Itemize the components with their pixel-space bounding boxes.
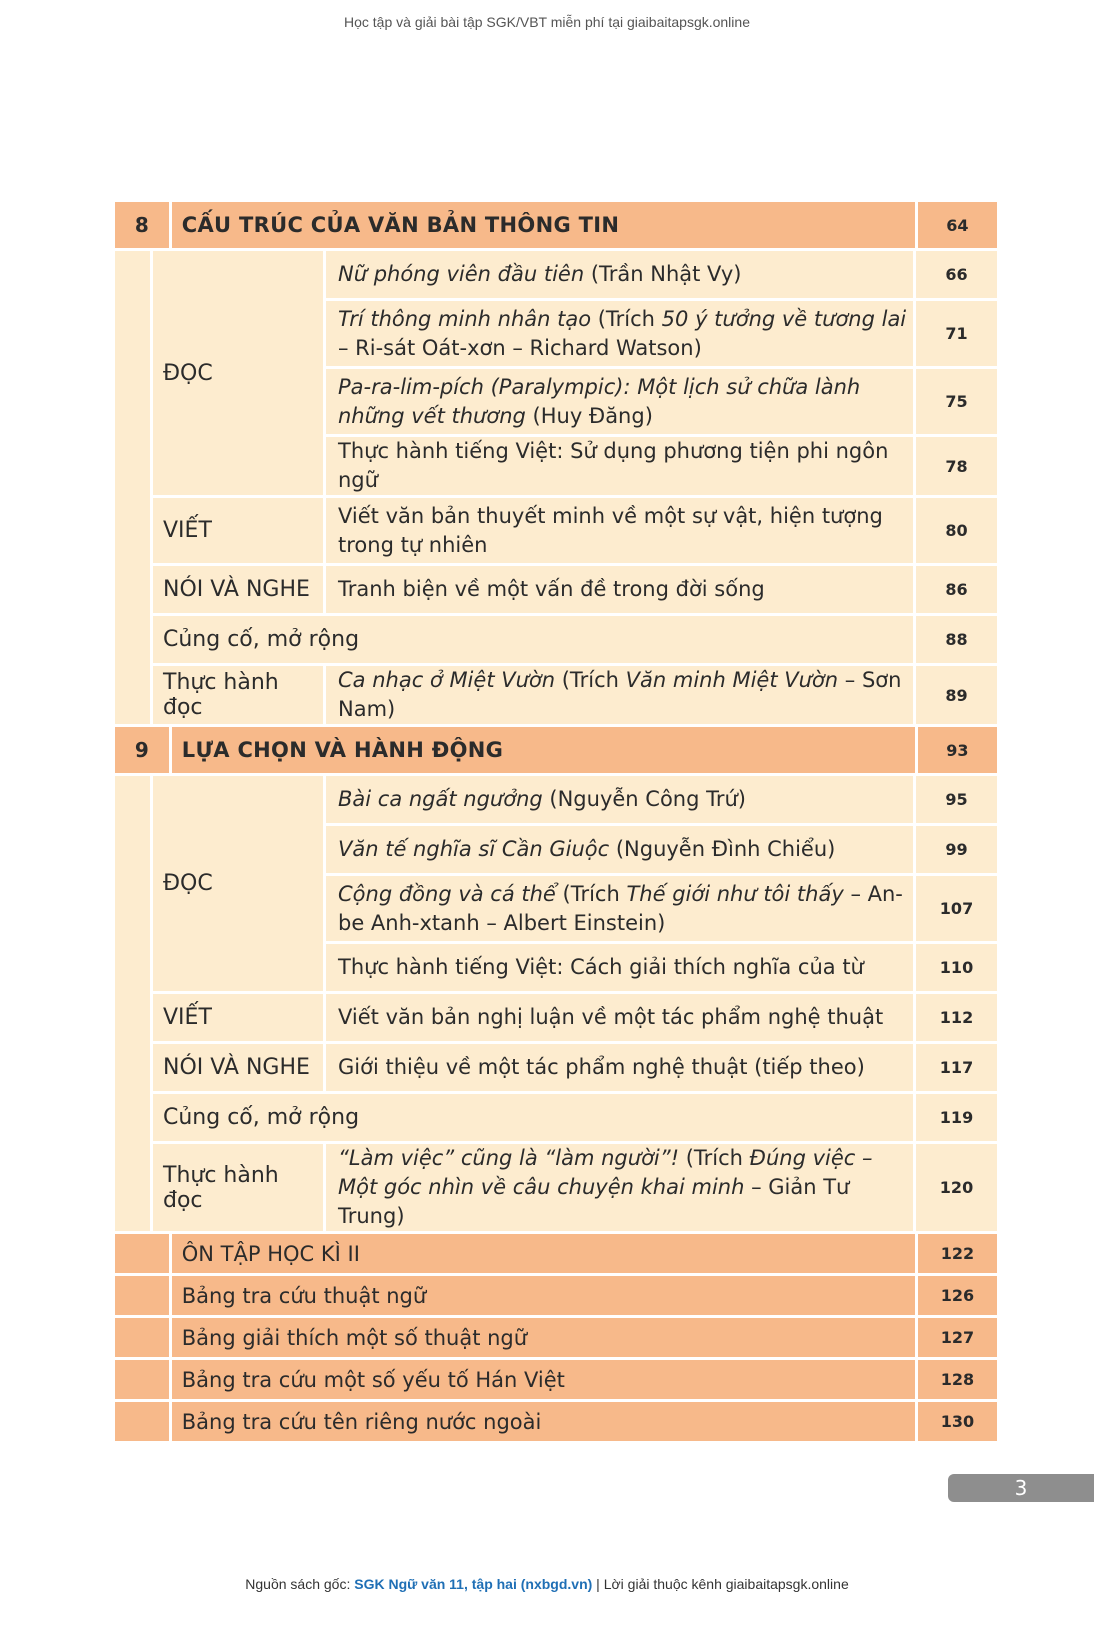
toc-entry[interactable]: Văn tế nghĩa sĩ Cần Giuộc (Nguyễn Đình Chiểu) 99: [326, 826, 997, 873]
section-speaking-label: NÓI VÀ NGHE: [153, 1044, 323, 1091]
source-link[interactable]: SGK Ngữ văn 11, tập hai (nxbgd.vn): [354, 1576, 593, 1592]
toc-entry-speaking[interactable]: NÓI VÀ NGHE Giới thiệu về một tác phẩm nghệ thuật (tiếp theo) 117: [153, 1044, 997, 1091]
unit-title: CẤU TRÚC CỦA VĂN BẢN THÔNG TIN: [172, 202, 915, 248]
page-number: 112: [916, 994, 997, 1041]
page-number: 93: [918, 727, 997, 773]
page-number: 80: [916, 498, 997, 563]
toc-entry[interactable]: Thực hành tiếng Việt: Sử dụng phương tiện phi ngôn ngữ 78: [326, 437, 997, 495]
unit-8-header[interactable]: [115, 202, 997, 248]
table-of-contents: [115, 202, 997, 1444]
unit-number: 8: [115, 202, 169, 248]
toc-entry-speaking[interactable]: NÓI VÀ NGHE Tranh biện về một vấn đề trong đời sống 86: [153, 566, 997, 613]
toc-entry-final[interactable]: Bảng tra cứu thuật ngữ 126: [115, 1276, 997, 1315]
page-number: 78: [916, 437, 997, 495]
page-number: 119: [916, 1094, 997, 1141]
toc-entry-final[interactable]: Bảng giải thích một số thuật ngữ 127: [115, 1318, 997, 1357]
section-reading-label: ĐỌC: [153, 251, 323, 495]
toc-entry[interactable]: Thực hành tiếng Việt: Cách giải thích nghĩa của từ 110: [326, 944, 997, 991]
section-review-label: Củng cố, mở rộng: [153, 616, 913, 663]
toc-entry-review[interactable]: [153, 1094, 997, 1141]
section-writing-label: VIẾT: [153, 498, 323, 563]
toc-entry-writing[interactable]: VIẾT Viết văn bản thuyết minh về một sự vật, hiện tượng trong tự nhiên 80: [153, 498, 997, 563]
page-number: 66: [916, 251, 997, 298]
section-reading-label: ĐỌC: [153, 776, 323, 991]
section-review-label: Củng cố, mở rộng: [153, 1094, 913, 1141]
toc-entry-review[interactable]: [153, 616, 997, 663]
page-number: 120: [916, 1144, 997, 1231]
toc-entry[interactable]: Bài ca ngất ngưởng (Nguyễn Công Trứ) 95: [326, 776, 997, 823]
section-practice-label: Thực hành đọc: [153, 666, 323, 724]
unit-number-spacer: [115, 776, 150, 1231]
page-number: 95: [916, 776, 997, 823]
section-writing-label: VIẾT: [153, 994, 323, 1041]
page-number-tab: 3: [948, 1474, 1094, 1502]
page-number: 99: [916, 826, 997, 873]
page-number: 64: [918, 202, 997, 248]
unit-9-body: [115, 776, 997, 1231]
page-footer: Nguồn sách gốc: SGK Ngữ văn 11, tập hai (nxbgd.vn) | Lời giải thuộc kênh giaibaitapsgk.online: [245, 1576, 849, 1592]
page-number: 88: [916, 616, 997, 663]
page-number: 128: [918, 1360, 997, 1399]
page-number: 126: [918, 1276, 997, 1315]
page-number: 107: [916, 876, 997, 941]
toc-entry-final[interactable]: Bảng tra cứu một số yếu tố Hán Việt 128: [115, 1360, 997, 1399]
page-number: 71: [916, 301, 997, 366]
page-number: 122: [918, 1234, 997, 1273]
page-number: 89: [916, 666, 997, 724]
page-number: 117: [916, 1044, 997, 1091]
unit-8-body: [115, 251, 997, 724]
toc-entry[interactable]: Pa-ra-lim-pích (Paralympic): Một lịch sử chữa lành những vết thương (Huy Đăng) 75: [326, 369, 997, 434]
toc-entry-writing[interactable]: VIẾT Viết văn bản nghị luận về một tác phẩm nghệ thuật 112: [153, 994, 997, 1041]
page-number: 110: [916, 944, 997, 991]
toc-entry[interactable]: Cộng đồng và cá thể (Trích Thế giới như tôi thấy – An-be Anh-xtanh – Albert Einstein) 107: [326, 876, 997, 941]
page-number: 127: [918, 1318, 997, 1357]
toc-entry-practice[interactable]: Thực hành đọc Ca nhạc ở Miệt Vườn (Trích Văn minh Miệt Vườn – Sơn Nam) 89: [153, 666, 997, 724]
unit-9-header[interactable]: [115, 727, 997, 773]
page-number: 130: [918, 1402, 997, 1441]
toc-entry-final[interactable]: ÔN TẬP HỌC KÌ II 122: [115, 1234, 997, 1273]
section-speaking-label: NÓI VÀ NGHE: [153, 566, 323, 613]
toc-entry-practice[interactable]: Thực hành đọc “Làm việc” cũng là “làm người”! (Trích Đúng việc – Một góc nhìn về câu chuyện khai minh – Giản Tư Trung) 120: [153, 1144, 997, 1231]
page-number: 86: [916, 566, 997, 613]
section-practice-label: Thực hành đọc: [153, 1144, 323, 1231]
toc-entry[interactable]: Trí thông minh nhân tạo (Trích 50 ý tưởng về tương lai – Ri-sát Oát-xơn – Richard Watson) 71: [326, 301, 997, 366]
toc-entry[interactable]: Nữ phóng viên đầu tiên (Trần Nhật Vy) 66: [326, 251, 997, 298]
page-number: 75: [916, 369, 997, 434]
unit-title: LỰA CHỌN VÀ HÀNH ĐỘNG: [172, 727, 915, 773]
unit-number: 9: [115, 727, 169, 773]
toc-entry-final[interactable]: Bảng tra cứu tên riêng nước ngoài 130: [115, 1402, 997, 1441]
page-header: Học tập và giải bài tập SGK/VBT miễn phí tại giaibaitapsgk.online: [344, 14, 750, 30]
unit-number-spacer: [115, 251, 150, 724]
